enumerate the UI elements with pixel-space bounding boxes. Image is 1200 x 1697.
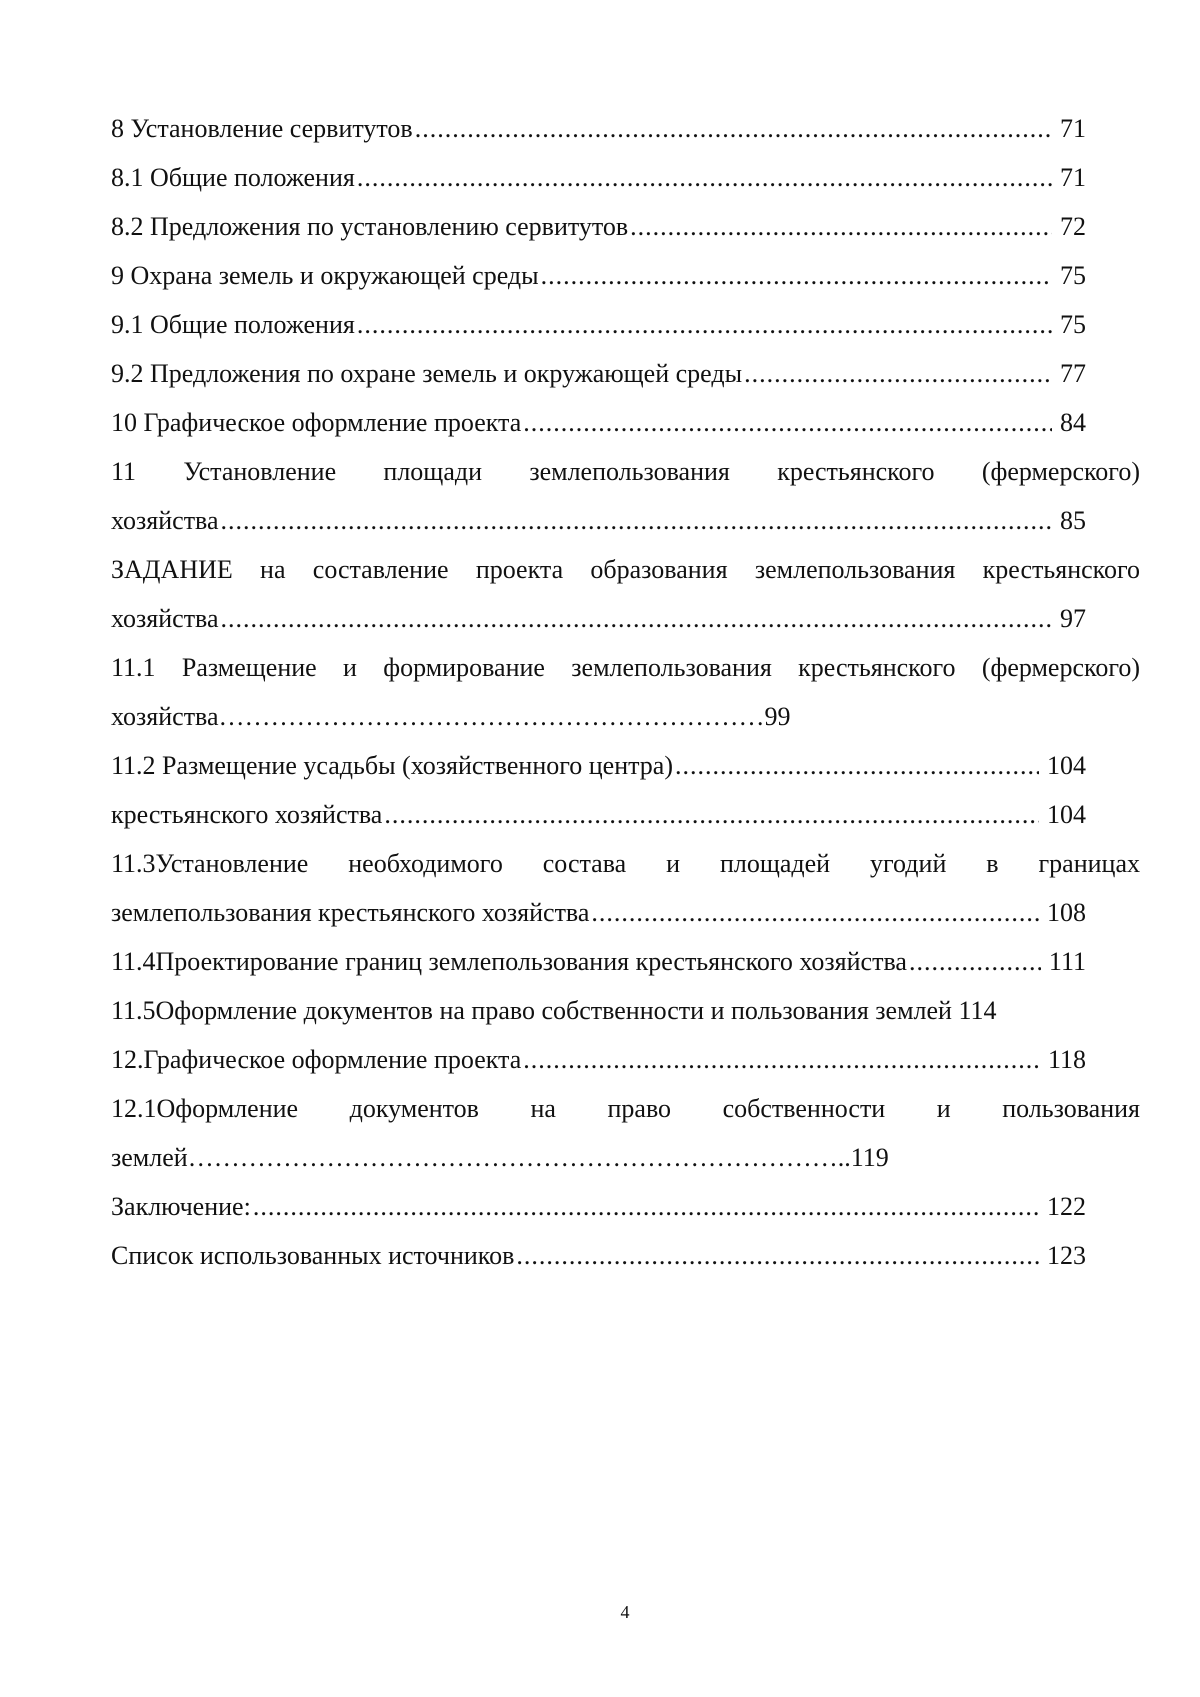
toc-entry-title: крестьянского хозяйства [111,800,383,829]
toc-entry-first-line: 11.1 Размещение и формирование землепользования крестьянского (фермерского) [111,653,1140,682]
toc-entry-page: 75 [1060,310,1086,339]
toc-entry-page: 122 [1047,1192,1086,1221]
toc-leader-dots [415,104,1052,153]
toc-entry [111,202,1086,251]
toc-entry [111,888,1086,937]
toc-entry [111,496,1086,545]
toc-entry-first-line: 12.1Оформление документов на право собственности и пользования [111,1094,1140,1123]
toc-entry-title: 10 Графическое оформление проекта [111,408,522,437]
toc-entry: 11.5Оформление документов на право собственности и пользования землей 114 [111,996,997,1025]
toc-entry-title: 11.2 Размещение усадьбы (хозяйственного центра) [111,751,674,780]
toc-entry-title: хозяйства [111,506,219,535]
toc-entry-page: 108 [1047,898,1086,927]
toc-entry-page: 118 [1047,1045,1086,1074]
toc-entry-title: 8.2 Предложения по установлению сервитутов [111,212,629,241]
toc-entry [111,741,1086,790]
toc-entry-title: 12.Графическое оформление проекта [111,1045,522,1074]
toc-entry-title: 9 Охрана земель и окружающей среды [111,261,539,290]
toc-entry-title: 11.4Проектирование границ землепользования крестьянского хозяйства [111,947,907,976]
toc-entry [111,300,1086,349]
toc-entry [111,251,1086,300]
toc-entry-title: 8 Установление сервитутов [111,114,413,143]
toc-leader-dots [357,300,1052,349]
toc-leader-dots [523,1035,1040,1084]
toc-entry-page: 104 [1047,800,1086,829]
toc-entry [111,104,1086,153]
toc-entry-page: 123 [1047,1241,1086,1270]
toc-entry-page: 77 [1060,359,1086,388]
toc-entry [111,398,1086,447]
page-number: 4 [620,1602,630,1622]
toc-leader-dots [253,1182,1039,1231]
toc-entry-title: 8.1 Общие положения [111,163,355,192]
toc-leader-dots [541,251,1052,300]
toc-leader-dots [630,202,1052,251]
toc-entry [111,349,1086,398]
toc-leader-dots [221,594,1052,643]
toc-entry-page: 104 [1047,751,1086,780]
toc-entry-page: 71 [1060,114,1086,143]
toc-entry [111,1182,1086,1231]
toc-entry-page: 97 [1060,604,1086,633]
toc-entry-title: землепользования крестьянского хозяйства [111,898,590,927]
toc-entry-title: 9.2 Предложения по охране земель и окружающей среды [111,359,743,388]
toc-entry-second-line: землей…………………………………………………………………..119 [111,1143,889,1172]
toc-entry-page: 71 [1060,163,1086,192]
table-of-contents [111,104,1140,1280]
toc-entry-first-line: 11.3Установление необходимого состава и площадей угодий в границах [111,849,1140,878]
toc-entry-page: 84 [1060,408,1086,437]
toc-entry [111,594,1086,643]
toc-entry-page: 111 [1048,947,1086,976]
toc-entry-title: Заключение: [111,1192,251,1221]
toc-entry [111,1035,1086,1084]
toc-leader-dots [516,1231,1039,1280]
toc-entry-title: Список использованных источников [111,1241,515,1270]
toc-entry-title: 9.1 Общие положения [111,310,355,339]
toc-leader-dots [357,153,1052,202]
toc-entry-second-line: хозяйства………………………………………………………99 [111,702,791,731]
toc-entry-page: 85 [1060,506,1086,535]
toc-entry [111,153,1086,202]
toc-leader-dots [384,790,1039,839]
toc-leader-dots [523,398,1052,447]
toc-entry [111,790,1086,839]
toc-entry-page: 72 [1060,212,1086,241]
toc-entry [111,937,1086,986]
toc-entry-page: 75 [1060,261,1086,290]
toc-leader-dots [744,349,1052,398]
toc-leader-dots [221,496,1052,545]
toc-entry-title: хозяйства [111,604,219,633]
toc-leader-dots [591,888,1039,937]
toc-entry-first-line: 11 Установление площади землепользования крестьянского (фермерского) [111,457,1140,486]
toc-entry-first-line: ЗАДАНИЕ на составление проекта образования землепользования крестьянского [111,555,1140,584]
toc-leader-dots [909,937,1041,986]
toc-leader-dots [675,741,1039,790]
toc-entry [111,1231,1086,1280]
